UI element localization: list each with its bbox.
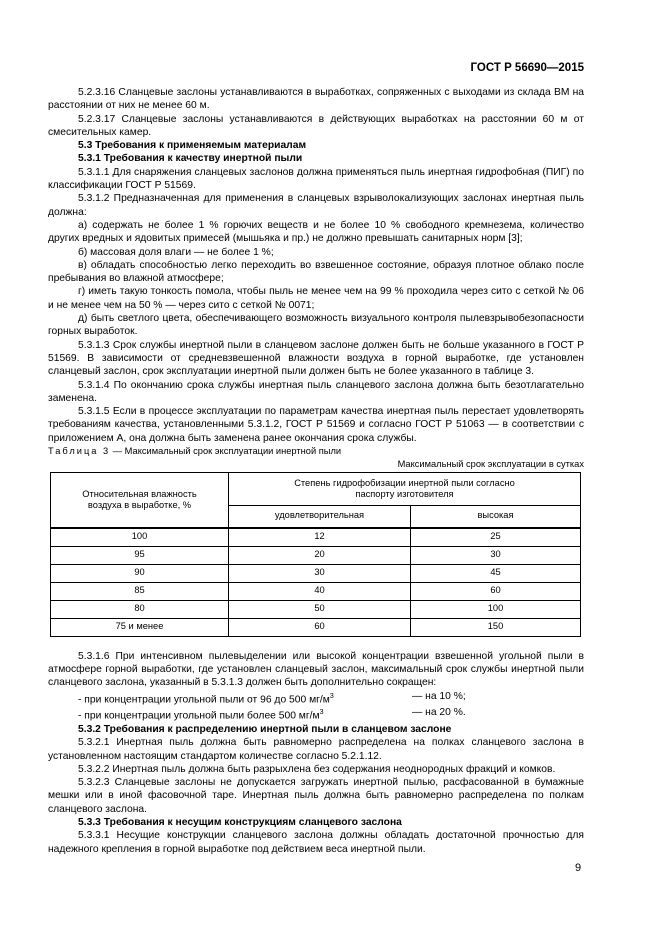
document-header: ГОСТ Р 56690—2015 — [470, 62, 584, 74]
paragraph-5-3-1-6: 5.3.1.6 При интенсивном пылевыделении или высокой концентрации взвешенной угольной пыли в атмосфере горной выработки, где установлен сланцевый заслон, максимальный срок службы инертной пыли сланцевого заслона, указанный в 5.3.1.3 должен быть дополнительно сокращен: — [48, 650, 584, 689]
unit-superscript: 3 — [329, 692, 334, 700]
cell-high: 45 — [411, 564, 581, 582]
concentration-text: - при концентрации угольной пыли от 96 до 500 мг/м — [78, 693, 330, 705]
cell-satisfactory: 12 — [229, 528, 411, 547]
col-humidity-header: Относительная влажность воздуха в выработке, % — [51, 472, 229, 528]
page-content — [48, 86, 584, 856]
cell-satisfactory: 20 — [229, 546, 411, 564]
cell-humidity: 75 и менее — [51, 618, 229, 636]
cell-humidity: 80 — [51, 600, 229, 618]
table-row — [51, 600, 581, 618]
table-caption-text: — Максимальный срок эксплуатации инертной пыли — [110, 446, 342, 457]
concentration-label — [48, 690, 412, 707]
body-paragraph: 5.3.3.1 Несущие конструкции сланцевого заслона должны обладать достаточной прочностью для надежного крепления в горной выработке под действием веса инертной пыли. — [48, 830, 584, 855]
cell-high: 30 — [411, 546, 581, 564]
cell-humidity: 95 — [51, 546, 229, 564]
body-paragraph: 5.2.3.16 Сланцевые заслоны устанавливаются в выработках, сопряженных с выходами из склада ВМ на расстоянии от них не менее 60 м. — [48, 87, 584, 112]
table-caption — [48, 445, 584, 458]
table-row — [51, 582, 581, 600]
cell-high: 60 — [411, 582, 581, 600]
body-paragraph: 5.3 Требования к применяемым материалам — [78, 140, 307, 152]
body-paragraph: г) иметь такую тонкость помола, чтобы пыль не менее чем на 99 % проходила через сито с сеткой № 06 и не менее чем на 50 % — через сито с сеткой № 0071; — [48, 286, 584, 311]
body-paragraph: 5.3.1.2 Предназначенная для применения в сланцевых взрыволокализующих заслонах инертная пыль должна: — [48, 193, 584, 218]
concentration-item — [48, 690, 584, 707]
col-high-header: высокая — [411, 505, 581, 528]
body-paragraph: б) массовая доля влаги — не более 1 %; — [78, 246, 274, 258]
table-body — [51, 528, 581, 637]
body-paragraph: д) быть светлого цвета, обеспечивающего возможность визуального контроля пылевзрывобезопасности горных выработок. — [48, 313, 584, 338]
table-row — [51, 528, 581, 547]
concentration-list — [48, 690, 584, 723]
cell-satisfactory: 60 — [229, 618, 411, 636]
concentration-text: - при концентрации угольной пыли более 500 мг/м — [78, 710, 320, 722]
table-unit-note: Максимальный срок эксплуатации в сутках — [397, 459, 584, 470]
body-paragraph: 5.3.3 Требования к несущим конструкциям сланцевого заслона — [78, 817, 402, 829]
table-row — [51, 564, 581, 582]
table-row — [51, 546, 581, 564]
body-paragraph: 5.2.3.17 Сланцевые заслоны устанавливаются в действующих выработках на расстоянии 60 м от смесительных камер. — [48, 113, 584, 138]
body-paragraph: 5.3.2 Требования к распределению инертной пыли в сланцевом заслоне — [78, 723, 452, 735]
body-paragraph: 5.3.1 Требования к качеству инертной пыли — [78, 153, 303, 165]
body-paragraph: 5.3.2.2 Инертная пыль должна быть разрыхлена без содержания неоднородных фракций и комков. — [78, 763, 556, 775]
body-paragraph: 5.3.1.4 По окончанию срока службы инертная пыль сланцевого заслона должна быть безотлагательно заменена. — [48, 379, 584, 404]
cell-humidity: 90 — [51, 564, 229, 582]
body-paragraph: 5.3.1.3 Срок службы инертной пыли в сланцевом заслоне должен быть не больше указанного в ГОСТ Р 51569. В зависимости от средневзвешенной влажности воздуха в горной выработке, где установлен сланцевый заслон, срок эксплуатации инертной пыли должен быть не более указанного в таблице 3. — [48, 339, 584, 378]
table-caption-label: Таблица 3 — [48, 446, 111, 457]
body-paragraph: 5.3.1.5 Если в процессе эксплуатации по параметрам качества инертная пыль перестает удовлетворять требованиям качества, установленными 5.3.1.2, ГОСТ Р 51569 и согласно ГОСТ Р 51063 — в соответствии с приложением А, она должна быть заменена ранее окончания срока службы. — [48, 406, 584, 444]
cell-high: 150 — [411, 618, 581, 636]
cell-humidity: 85 — [51, 582, 229, 600]
paragraphs-bottom — [48, 723, 584, 856]
body-paragraph: 5.3.2.3 Сланцевые заслоны не допускается загружать инертной пылью, расфасованной в бумажные мешки или в иной фасовочной таре. Инертная пыль должна быть равномерно распределена по полкам сланцевого заслона. — [48, 777, 584, 815]
cell-high: 25 — [411, 528, 581, 547]
cell-satisfactory: 40 — [229, 582, 411, 600]
page-number: 9 — [575, 862, 582, 874]
table-row — [51, 618, 581, 636]
max-service-life-table — [50, 472, 581, 637]
body-paragraph: 5.3.2.1 Инертная пыль должна быть равномерно распределена на полках сланцевого заслона в установленном настоящим стандартом количестве согласно 5.2.1.12. — [48, 737, 584, 762]
cell-satisfactory: 50 — [229, 600, 411, 618]
concentration-item — [48, 706, 584, 723]
body-paragraph: а) содержать не более 1 % горючих веществ и не более 10 % свободного кремнезема, количество других вредных и ядовитых примесей (мышьяка и пр.) не должно превышать санитарных норм [3]; — [48, 219, 584, 245]
col-satisfactory-header: удовлетворительная — [229, 505, 411, 528]
body-paragraph: 5.3.1.1 Для снаряжения сланцевых заслонов должна применяться пыль инертная гидрофобная (ПИГ) по классификации ГОСТ Р 51569. — [48, 166, 584, 192]
paragraphs-top — [48, 86, 584, 445]
concentration-reduction: — на 10 %; — [412, 690, 466, 702]
cell-high: 100 — [411, 600, 581, 618]
cell-satisfactory: 30 — [229, 564, 411, 582]
unit-superscript: 3 — [319, 709, 324, 717]
group-header: Степень гидрофобизации инертной пыли согласно паспорту изготовителя — [229, 472, 581, 505]
cell-humidity: 100 — [51, 528, 229, 547]
concentration-reduction: — на 20 %. — [412, 707, 466, 719]
body-paragraph: в) обладать способностью легко переходить во взвешенное состояние, образуя плотное облако после пребывания во влажной атмосфере; — [48, 259, 584, 285]
concentration-label — [48, 706, 412, 723]
